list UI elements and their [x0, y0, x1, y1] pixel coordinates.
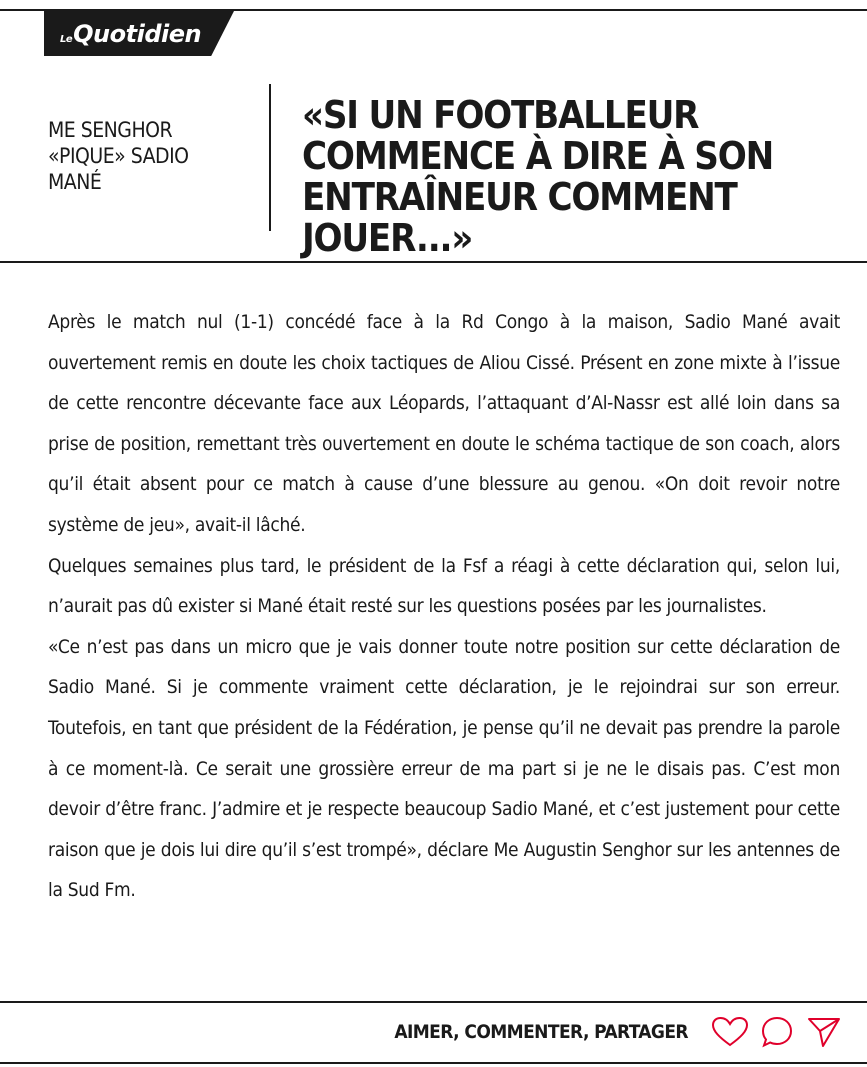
comment-icon[interactable] [758, 1013, 796, 1051]
footer-divider [0, 1001, 867, 1003]
masthead-logo[interactable] [60, 20, 201, 48]
article-paragraph: Après le match nul (1-1) concédé face à la Rd Congo à la maison, Sadio Mané avait ouvertement remis en doute les choix tactiques de Aliou Cissé. Présent en zone mixte à l’issue de cette rencontre décevante face aux Léopards, l’attaquant d’Al-Nassr est allé loin dans sa prise de position, remettant très ouvertement en doute le schéma tactique de son coach, alors qu’il était absent pour ce match à cause d’une blessure au genou. «On doit revoir notre système de jeu», avait-il lâché. [48, 311, 840, 536]
article-body [48, 302, 840, 911]
send-icon[interactable] [805, 1013, 843, 1051]
bottom-divider [0, 1062, 867, 1064]
article-headline: «SI UN FOOTBALLEUR COMMENCE À DIRE À SON ENTRAÎNEUR COMMENT JOUER...» [302, 93, 773, 260]
logo-prefix: Le [60, 34, 73, 45]
article-paragraph: «Ce n’est pas dans un micro que je vais donner toute notre position sur cette déclaration de Sadio Mané. Si je commente vraiment cette déclaration, je le rejoindrai sur son erreur. Toutefois, en tant que président de la Fédération, je pense qu’il ne devait pas prendre la parole à ce moment-là. Ce serait une grossière erreur de ma part si je ne le disais pas. C’est mon devoir d’être franc. J’admire et je respecte beaucoup Sadio Mané, et c’est justement pour cette raison que je dois lui dire qu’il s’est trompé», déclare Me Augustin Senghor sur les antennes de la Sud Fm. [48, 635, 840, 902]
logo-name: Quotidien [73, 20, 202, 48]
header-divider [0, 261, 867, 263]
article-paragraph: Quelques semaines plus tard, le président de la Fsf a réagi à cette déclaration qui, selon lui, n’aurait pas dû exister si Mané était resté sur les questions posées par les journalistes. [48, 554, 840, 618]
top-divider [0, 9, 867, 11]
share-bar [394, 1012, 843, 1052]
article-kicker: ME SENGHOR «PIQUE» SADIO MANÉ [48, 118, 189, 194]
header-vertical-divider [269, 84, 271, 231]
share-label: AIMER, COMMENTER, PARTAGER [394, 1021, 688, 1043]
heart-icon[interactable] [711, 1013, 749, 1051]
